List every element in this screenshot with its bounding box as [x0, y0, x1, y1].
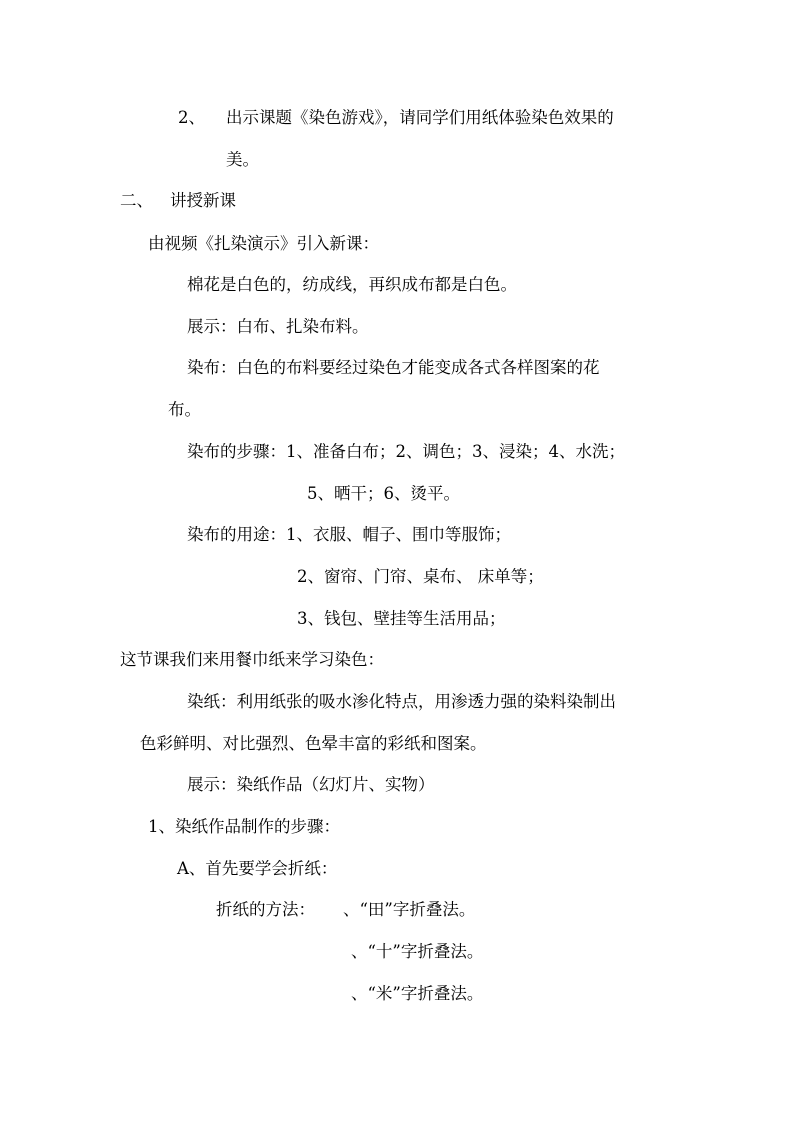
section-number: 二、	[120, 191, 153, 210]
paragraph-line: 美。	[226, 150, 259, 169]
list-item: 、“田”字折叠法。	[343, 900, 476, 919]
paragraph-line: 色彩鲜明、对比强烈、色晕丰富的彩纸和图案。	[140, 734, 487, 753]
paragraph-line: 这节课我们来用餐巾纸来学习染色：	[120, 650, 384, 669]
list-item: 1、染纸作品制作的步骤：	[148, 817, 340, 836]
list-item: A、首先要学会折纸：	[177, 859, 338, 878]
paragraph-line: 2、窗帘、门帘、桌布、 床单等；	[297, 567, 544, 586]
paragraph-line: 棉花是白色的，纺成线，再织成布都是白色。	[187, 275, 517, 294]
paragraph-line: 由视频《扎染演示》引入新课：	[148, 234, 379, 253]
list-item: 、“十”字折叠法。	[351, 942, 484, 961]
paragraph-line: 布。	[168, 400, 201, 419]
paragraph-line: 展示：白布、扎染布料。	[187, 317, 369, 336]
paragraph-line: 展示：染纸作品（幻灯片、实物）	[187, 775, 435, 794]
paragraph-line: 5、晒干；6、烫平。	[307, 484, 460, 503]
list-number: 2、	[178, 108, 205, 127]
paragraph-line: 染布：白色的布料要经过染色才能变成各式各样图案的花	[187, 358, 600, 377]
paragraph-line: 染布的用途：1、衣服、帽子、围巾等服饰；	[187, 525, 511, 544]
list-item: 、“米”字折叠法。	[351, 984, 484, 1003]
paragraph-line: 染纸：利用纸张的吸水渗化特点，用渗透力强的染料染制出	[187, 692, 616, 711]
section-heading: 讲授新课	[170, 191, 236, 210]
paragraph-line: 折纸的方法：	[216, 900, 315, 919]
paragraph-line: 染布的步骤：1、准备白布；2、调色；3、浸染；4、水洗；	[187, 442, 625, 461]
paragraph-line: 出示课题《染色游戏》，请同学们用纸体验染色效果的	[226, 108, 614, 127]
paragraph-line: 3、钱包、壁挂等生活用品；	[297, 609, 506, 628]
